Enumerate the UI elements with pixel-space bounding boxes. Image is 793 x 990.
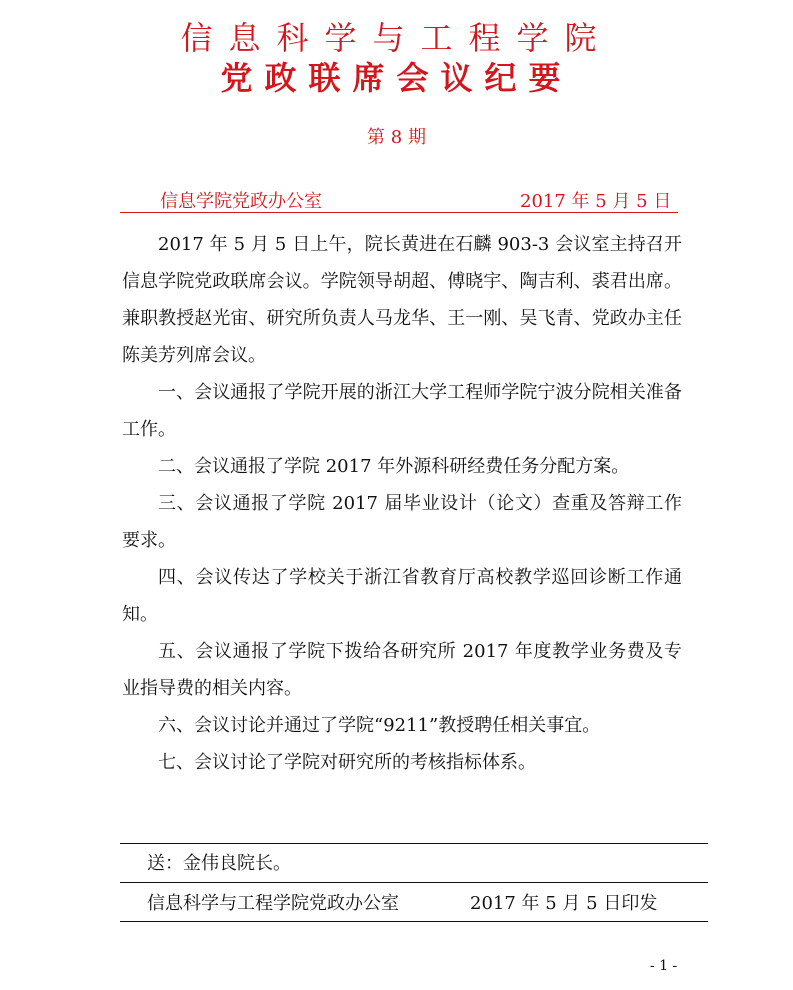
paragraph-item-5: 五、会议通报了学院下拨给各研究所 2017 年度教学业务费及专业指导费的相关内容。 [122,641,682,699]
footer-middle-rule [120,882,708,883]
paragraph-item-7: 七、会议讨论了学院对研究所的考核指标体系。 [158,752,536,773]
issuer-office: 信息学院党政办公室 [160,191,322,212]
printed-by: 信息科学与工程学院党政办公室 [147,893,399,914]
issue-date: 2017 年 5 月 5 日 [520,191,672,212]
paragraph-item-1: 一、会议通报了学院开展的浙江大学工程师学院宁波分院相关准备工作。 [122,382,682,440]
printed-date: 2017 年 5 月 5 日印发 [470,893,658,914]
send-to-line: 送：金伟良院长。 [147,853,291,874]
paragraph-item-3: 三、会议通报了学院 2017 届毕业设计（论文）查重及答辩工作要求。 [122,493,682,551]
document-type-title: 党政联席会议纪要 [220,59,573,97]
paragraph-item-6: 六、会议讨论并通过了学院“9211”教授聘任相关事宜。 [158,715,601,736]
paragraph-intro: 2017 年 5 月 5 日上午，院长黄进在石麟 903-3 会议室主持召开信息学院党政联席会议。学院领导胡超、傅晓宇、陶吉利、裘君出席。兼职教授赵光宙、研究所负责人马龙华、王一刚、吴飞青、党政办主任陈美芳列席会议。 [122,234,682,366]
institute-title: 信息科学与工程学院 [180,19,613,57]
page-number: - 1 - [650,958,678,974]
issue-number: 第 8 期 [367,127,426,148]
footer-bottom-rule [120,921,708,922]
paragraph-item-2: 二、会议通报了学院 2017 年外源科研经费任务分配方案。 [158,456,630,477]
minutes-body [122,226,682,781]
red-divider [120,212,678,213]
footer-top-rule [120,843,708,844]
paragraph-item-4: 四、会议传达了学校关于浙江省教育厅高校教学巡回诊断工作通知。 [122,567,682,625]
